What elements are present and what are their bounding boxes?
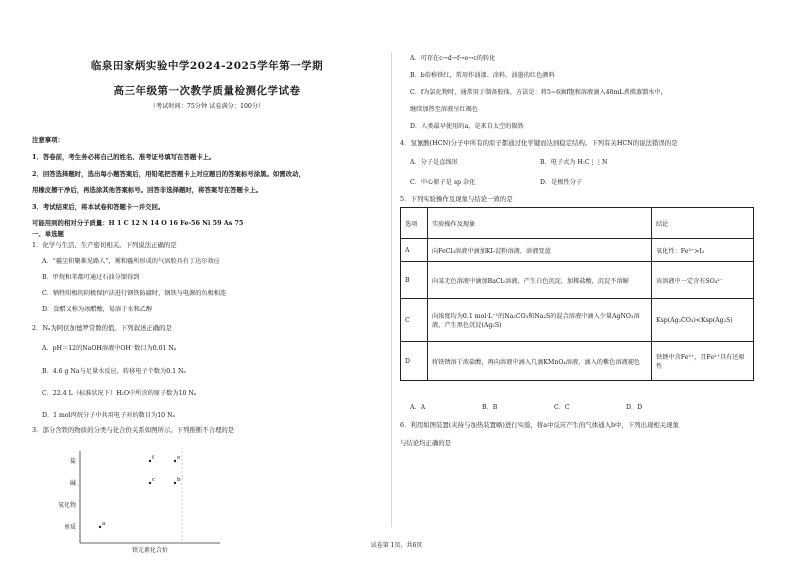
row-a-option: A xyxy=(401,239,428,262)
chart-point-label: a xyxy=(102,521,106,527)
th-conclusion: 结论 xyxy=(652,208,754,239)
row-b-conclusion: 该溶液中一定含有SO₄²⁻ xyxy=(652,262,754,299)
table-row xyxy=(401,262,754,299)
chart-point xyxy=(99,526,101,528)
q4-option-c: C．中心原子是 sp 杂化 xyxy=(410,179,476,186)
chart-point-label: f xyxy=(152,455,155,461)
chart-point xyxy=(174,460,176,462)
q1-option-c: C．牺牲阳极的阴极保护法进行钢铁防腐时，钢铁与电源的负极相连 xyxy=(42,290,227,297)
q3-stem: 3．部分含铁的物质的分类与化合价关系如图所示。下列推断不合理的是 xyxy=(32,426,235,434)
q1-option-d: D．食醋又称为冰醋酸，易溶于水和乙醇 xyxy=(42,306,153,313)
q6-stem-line2: 与结论均正确的是 xyxy=(400,439,452,447)
q1-stem: 1．化学与生活、生产密切相关。下列说法正确的是 xyxy=(32,241,177,249)
chart-y-tick-label: 单质 xyxy=(63,524,76,531)
q1-option-a: A．“霾尘积聚难见路人”，雾和霾所形成的气溶胶具有丁达尔效应 xyxy=(42,258,220,265)
note-2b: 用橡皮擦干净后，再选涂其他答案标号。回答非选择题时，将答案写在答题卡上。 xyxy=(32,186,263,194)
q2-option-d: D．1 mol丙烷分子中共用电子对的数目为10 Nₐ xyxy=(42,412,175,419)
q4-option-b: B．电子式为 H:C⋮⋮N xyxy=(540,159,608,166)
section-heading: 一、单选题 xyxy=(32,230,64,238)
row-a-experiment: 向FeCl₃溶液中滴加KI-淀粉溶液，溶液变蓝 xyxy=(428,239,652,262)
chart-x-axis-label: 铁元素化合价 xyxy=(131,547,169,554)
q2-option-b: B．4.6 g Na与足量水反应，转移电子个数为0.1 Nₐ xyxy=(42,368,186,375)
q5-choice-d: D．D xyxy=(626,404,643,411)
notes-heading: 注意事项： xyxy=(32,136,64,144)
q5-stem: 5．下列实验操作及现象与结论一致的是 xyxy=(400,195,513,203)
row-d-experiment: 将铁锈溶于浓盐酸，再向溶液中滴入几滴KMnO₄溶液，滴入的紫色溶液褪色 xyxy=(428,342,652,381)
table-header-row xyxy=(401,208,754,239)
row-d-conclusion: 铁锈中含Fe²⁺，且Fe²⁺具有还原性 xyxy=(652,342,754,381)
page-footer: 试卷第 1页，共6页 xyxy=(370,542,423,549)
exam-meta: （考试时间：75分钟 试卷满分：100分） xyxy=(149,103,265,110)
row-c-option: C xyxy=(401,299,428,342)
chart-y-tick-label: 盐 xyxy=(69,458,76,465)
note-2a: 2．回答选择题时，选出每小题答案后，用铅笔把答题卡上对应题目的答案标号涂黑。如需改动， xyxy=(32,170,305,178)
chart-point-label: b xyxy=(177,477,181,483)
iron-valence-chart xyxy=(40,443,230,555)
table-row xyxy=(401,342,754,381)
row-b-experiment: 向某无色溶液中滴加BaCl₂溶液，产生白色沉淀，加稀盐酸，沉淀不溶解 xyxy=(428,262,652,299)
q3-option-a: A．可存在c→d→f→e→c的转化 xyxy=(410,55,496,62)
table-row xyxy=(401,239,754,262)
chart-y-tick-label: 氧化物 xyxy=(57,502,76,509)
q3-option-c-line2: 继续加热至溶液呈红褐色 xyxy=(410,106,479,113)
q1-option-b: B．甲烷和苯都可通过石油分馏得到 xyxy=(42,274,140,281)
note-3: 3．考试结束后，将本试卷和答题卡一并交回。 xyxy=(32,203,165,211)
row-c-conclusion: Ksp(Ag₂CO₃)<Ksp(Ag₂S) xyxy=(652,299,754,342)
row-b-option: B xyxy=(401,262,428,299)
q4-option-a: A．分子是直线形 xyxy=(410,159,458,166)
q5-choice-c: C．C xyxy=(554,404,570,411)
q5-choice-a: A．A xyxy=(410,404,426,411)
q2-option-a: A．pH＝12的NaOH溶液中OH⁻数目为0.01 Nₐ xyxy=(42,345,177,352)
q4-option-d: D．是极性分子 xyxy=(540,179,583,186)
q5-choice-b: B．B xyxy=(482,404,498,411)
chart-point xyxy=(174,482,176,484)
q3-option-c-line1: C．f为氯化物时，通常用于制备胶体，方法是：将5~6滴f饱和溶液滴入40mL煮沸蒸馏水中， xyxy=(410,89,667,96)
q2-stem: 2．Nₐ为阿伏加德罗常数的值。下列叙述正确的是 xyxy=(32,324,172,332)
chart-point-label: c xyxy=(152,477,156,483)
th-experiment: 实验操作及现象 xyxy=(428,208,652,239)
row-a-conclusion: 氧化性：Fe³⁺>I₂ xyxy=(652,239,754,262)
chart-point-label: e xyxy=(177,455,181,461)
note-1: 1．答卷前，考生务必将自己的姓名、准考证号填写在答题卡上。 xyxy=(32,153,216,161)
exam-title-school: 临泉田家炳实验中学2024-2025学年第一学期 xyxy=(90,60,324,72)
q3-option-b: B．b俗称铁红，常用作油漆、涂料、油墨的红色颜料 xyxy=(410,72,555,79)
chart-point xyxy=(149,460,151,462)
q6-stem-line1: 6．利用如图装置(夹持与加热装置略)进行实验，将a中反应产生的气体通入b中，下列出现相关现象 xyxy=(400,421,679,429)
row-d-option: D xyxy=(401,342,428,381)
column-divider xyxy=(391,52,392,527)
q2-option-c: C．22.4 L（标准状况下）H₂O中所含的原子数为10 Nₐ xyxy=(42,390,197,397)
q4-stem: 4．氢氰酸(HCN)分子中所有的原子都通过化学键而达到稳定结构。下列有关HCN的说法错误的是 xyxy=(400,139,678,147)
row-c-experiment: 向浓度均为0.1 mol·L⁻¹的Na₂CO₃和Na₂S的混合溶液中滴入少量AgNO₃溶液，产生黑色沉淀(Ag₂S) xyxy=(428,299,652,342)
atomic-masses: 可能用到的相对分子质量：H 1 C 12 N 14 O 16 Fe-56 Ni 59 As 75 xyxy=(32,219,244,227)
chart-point xyxy=(149,482,151,484)
exam-title-subject: 高三年级第一次教学质量检测化学试卷 xyxy=(113,85,301,97)
th-option: 选项 xyxy=(401,208,428,239)
q5-table xyxy=(400,207,754,381)
q3-option-d: D．人类最早使用的a，是来自太空的陨铁 xyxy=(410,123,524,130)
table-row xyxy=(401,299,754,342)
chart-y-tick-label: 碱 xyxy=(69,480,76,487)
